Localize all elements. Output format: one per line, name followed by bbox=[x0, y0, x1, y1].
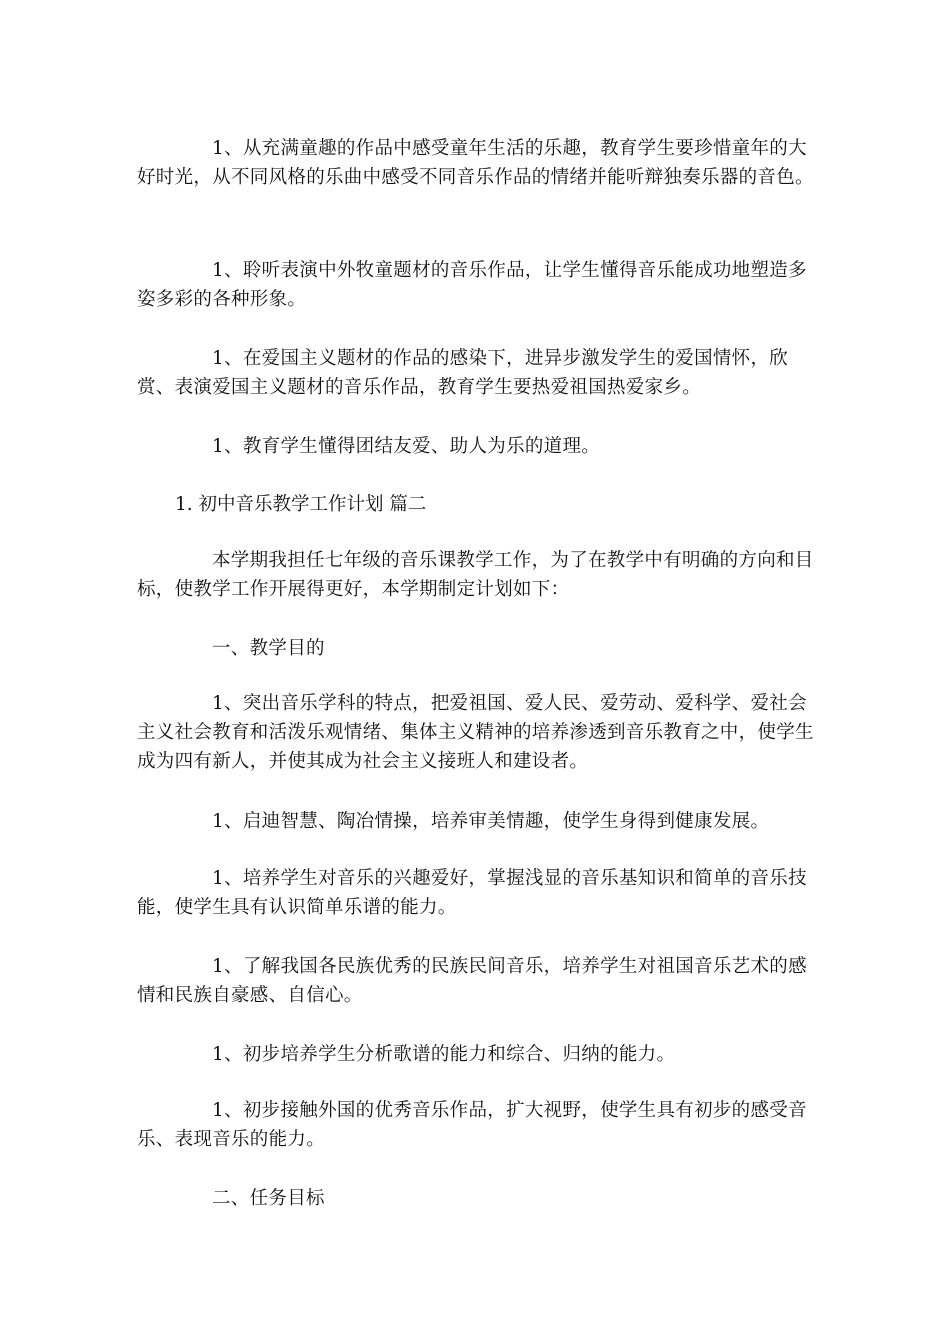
paragraph-unity: 1、教育学生懂得团结友爱、助人为乐的道理。 bbox=[212, 436, 601, 457]
paragraph-intro: 本学期我担任七年级的音乐课教学工作，为了在教学中有明确的方向和目标，使教学工作开展得更好，本学期制定计划如下： bbox=[137, 550, 814, 600]
paragraph-foreign-works: 1、初步接触外国的优秀音乐作品，扩大视野，使学生具有初步的感受音乐、表现音乐的能力。 bbox=[137, 1100, 807, 1150]
paragraph-patriotic-works: 1、在爱国主义题材的作品的感染下，进异步激发学生的爱国情怀，欣赏、表演爱国主义题材的音乐作品，教育学生要热爱祖国热爱家乡。 bbox=[137, 348, 789, 398]
paragraph-wisdom: 1、启迪智慧、陶冶情操，培养审美情趣，使学生身得到健康发展。 bbox=[212, 811, 770, 832]
paragraph-shepherd-works: 1、聆听表演中外牧童题材的音乐作品，让学生懂得音乐能成功地塑造多姿多彩的各种形象。 bbox=[137, 260, 807, 310]
paragraph-interest: 1、培养学生对音乐的兴趣爱好，掌握浅显的音乐基知识和简单的音乐技能，使学生具有认识简单乐谱的能力。 bbox=[137, 868, 807, 918]
paragraph-folk-music: 1、了解我国各民族优秀的民族民间音乐，培养学生对祖国音乐艺术的感情和民族自豪感、自信心。 bbox=[137, 956, 807, 1006]
paragraph-childhood-works: 1、从充满童趣的作品中感受童年生活的乐趣，教育学生要珍惜童年的大好时光，从不同风格的乐曲中感受不同音乐作品的情绪并能听辩独奏乐器的音色。 bbox=[137, 138, 814, 188]
heading-task-goals: 二、任务目标 bbox=[212, 1188, 325, 1209]
paragraph-subject-features: 1、突出音乐学科的特点，把爱祖国、爱人民、爱劳动、爱科学、爱社会主义社会教育和活泼乐观情绪、集体主义精神的培养渗透到音乐教育之中，使学生成为四有新人，并使其成为社会主义接班人和建设者。 bbox=[137, 693, 814, 772]
section-heading-part-two: 1. 初中音乐教学工作计划 篇二 bbox=[175, 494, 427, 515]
heading-teaching-purpose: 一、教学目的 bbox=[212, 638, 325, 659]
paragraph-analysis: 1、初步培养学生分析歌谱的能力和综合、归纳的能力。 bbox=[212, 1044, 676, 1065]
